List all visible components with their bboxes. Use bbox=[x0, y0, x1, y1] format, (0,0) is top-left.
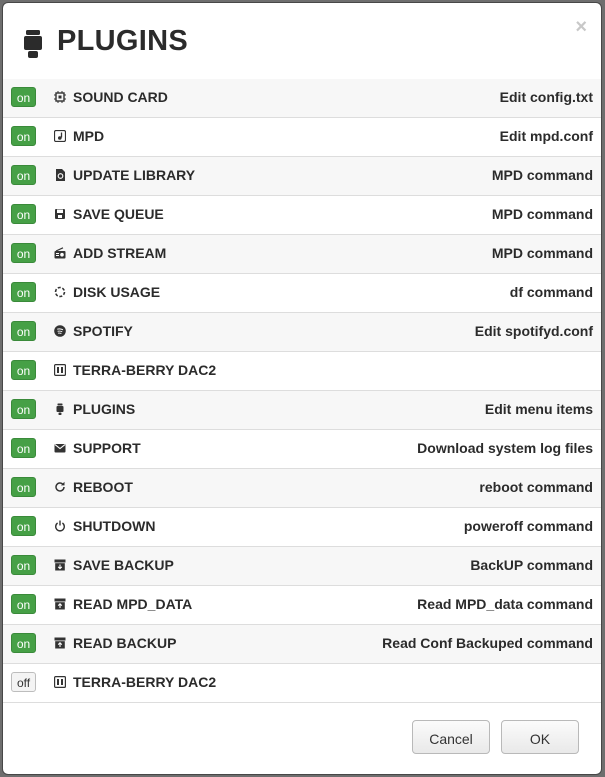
board-icon bbox=[54, 676, 66, 688]
plugin-toggle[interactable]: on bbox=[11, 87, 36, 107]
reload-icon bbox=[54, 481, 66, 493]
plugins-dialog bbox=[3, 3, 601, 774]
plugin-row bbox=[3, 586, 601, 625]
plugin-name: SAVE QUEUE bbox=[73, 206, 164, 222]
plugin-row bbox=[3, 664, 601, 703]
plugin-name: TERRA-BERRY DAC2 bbox=[73, 362, 217, 378]
plugin-name: REBOOT bbox=[73, 479, 133, 495]
plugin-toggle[interactable]: on bbox=[11, 360, 36, 380]
plugin-toggle[interactable]: on bbox=[11, 243, 36, 263]
plugin-toggle[interactable]: on bbox=[11, 282, 36, 302]
plugin-action[interactable]: Read Conf Backuped command bbox=[382, 635, 593, 651]
plugin-toggle[interactable]: on bbox=[11, 165, 36, 185]
plugin-name: SPOTIFY bbox=[73, 323, 133, 339]
plugin-name: SOUND CARD bbox=[73, 89, 168, 105]
dialog-footer bbox=[3, 703, 601, 774]
plugin-row bbox=[3, 352, 601, 391]
power-icon bbox=[54, 520, 66, 532]
plugin-toggle[interactable]: off bbox=[11, 672, 36, 692]
plugin-toggle[interactable]: on bbox=[11, 126, 36, 146]
plugin-row bbox=[3, 547, 601, 586]
plugin-toggle[interactable]: on bbox=[11, 399, 36, 419]
board-icon bbox=[54, 364, 66, 376]
plugin-name: MPD bbox=[73, 128, 105, 144]
plugin-toggle[interactable]: on bbox=[11, 516, 36, 536]
plugin-action[interactable]: poweroff command bbox=[463, 518, 593, 534]
plugin-action[interactable]: BackUP command bbox=[470, 557, 593, 573]
plugin-row bbox=[3, 196, 601, 235]
plugin-action[interactable]: Read MPD_data command bbox=[417, 596, 593, 612]
archive-down-icon bbox=[54, 559, 66, 571]
plugin-action[interactable]: Download system log files bbox=[417, 440, 593, 456]
envelope-icon bbox=[54, 442, 66, 454]
plugin-row bbox=[3, 391, 601, 430]
spotify-icon bbox=[54, 325, 66, 337]
plugin-action[interactable]: Edit spotifyd.conf bbox=[474, 323, 593, 339]
plugin-action[interactable]: MPD command bbox=[491, 206, 593, 222]
plugin-row bbox=[3, 274, 601, 313]
plugin-row bbox=[3, 625, 601, 664]
plugin-action[interactable]: MPD command bbox=[491, 245, 593, 261]
music-icon bbox=[54, 130, 66, 142]
plugin-name: UPDATE LIBRARY bbox=[73, 167, 196, 183]
save-icon bbox=[54, 208, 66, 220]
plugin-row bbox=[3, 79, 601, 118]
plugin-toggle[interactable]: on bbox=[11, 321, 36, 341]
plugin-action[interactable]: df command bbox=[509, 284, 593, 300]
refresh-file-icon bbox=[54, 169, 66, 181]
ok-button[interactable]: OK bbox=[501, 720, 579, 754]
spinner-icon bbox=[54, 286, 66, 298]
plugin-action[interactable]: Edit mpd.conf bbox=[499, 128, 593, 144]
plugin-row bbox=[3, 313, 601, 352]
plugin-name: TERRA-BERRY DAC2 bbox=[73, 674, 217, 690]
plugin-name: SHUTDOWN bbox=[73, 518, 156, 534]
plugin-name: READ MPD_DATA bbox=[73, 596, 193, 612]
plug-icon bbox=[23, 29, 43, 59]
archive-up-icon bbox=[54, 637, 66, 649]
plugin-action[interactable]: MPD command bbox=[491, 167, 593, 183]
plugin-toggle[interactable]: on bbox=[11, 594, 36, 614]
plugin-row bbox=[3, 469, 601, 508]
plugin-toggle[interactable]: on bbox=[11, 477, 36, 497]
plugin-name: ADD STREAM bbox=[73, 245, 167, 261]
plugin-toggle[interactable]: on bbox=[11, 438, 36, 458]
plugin-list bbox=[3, 79, 601, 703]
plugin-row bbox=[3, 430, 601, 469]
plugin-name: READ BACKUP bbox=[73, 635, 177, 651]
plugin-toggle[interactable]: on bbox=[11, 555, 36, 575]
close-icon[interactable]: × bbox=[575, 16, 587, 38]
plugin-name: PLUGINS bbox=[73, 401, 136, 417]
plugin-action[interactable]: reboot command bbox=[479, 479, 593, 495]
plugin-row bbox=[3, 508, 601, 547]
plugin-name: SUPPORT bbox=[73, 440, 141, 456]
plugin-row bbox=[3, 235, 601, 274]
plugin-action[interactable]: Edit config.txt bbox=[499, 89, 593, 105]
plugin-row bbox=[3, 157, 601, 196]
plugin-toggle[interactable]: on bbox=[11, 204, 36, 224]
plugin-name: DISK USAGE bbox=[73, 284, 161, 300]
plugin-toggle[interactable]: on bbox=[11, 633, 36, 653]
plugin-action[interactable]: Edit menu items bbox=[484, 401, 593, 417]
plugin-name: SAVE BACKUP bbox=[73, 557, 174, 573]
chip-icon bbox=[54, 91, 66, 103]
radio-icon bbox=[54, 247, 66, 259]
plugin-row bbox=[3, 118, 601, 157]
dialog-title: PLUGINS bbox=[57, 25, 188, 57]
archive-up-icon bbox=[54, 598, 66, 610]
cancel-button[interactable]: Cancel bbox=[412, 720, 490, 754]
plug-icon bbox=[54, 403, 66, 415]
dialog-header bbox=[3, 3, 601, 80]
